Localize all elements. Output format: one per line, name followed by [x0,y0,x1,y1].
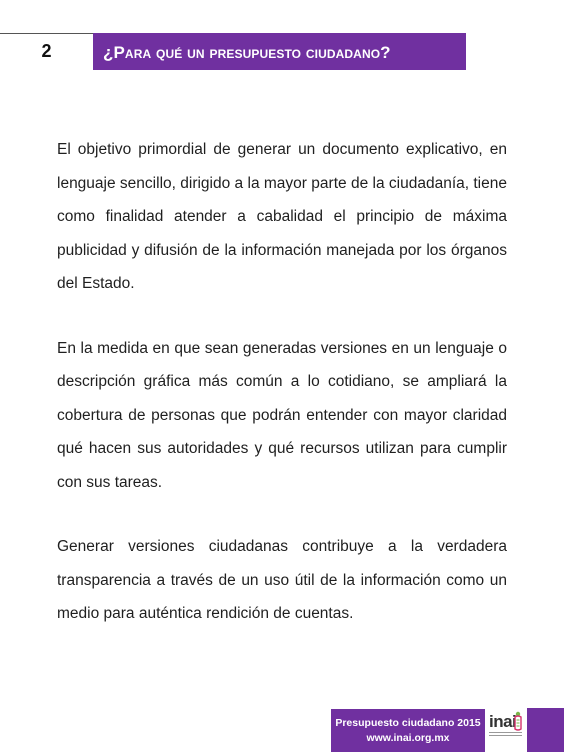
paragraph-3: Generar versiones ciudadanas contribuye a la verdadera transparencia a través de un uso útil de la información como un medio para auténtica rendición de cuentas. [57,538,507,622]
footer-website[interactable]: www.inai.org.mx [366,731,450,744]
body-text [57,133,507,662]
inai-logo-text: inai [489,712,517,731]
logo-caption-lines [489,732,522,738]
paragraph-2: En la medida en que sean generadas versiones en un lenguaje o descripción gráfica más común a lo cotidiano, se ampliará la cobertura de personas que podrán entender con mayor claridad qué hacen sus autoridades y qué recursos utilizan para cumplir con sus tareas. [57,339,507,491]
footer-corner-block [527,708,564,752]
footer-box [331,709,485,752]
footer-doc-title: Presupuesto ciudadano 2015 [335,716,481,729]
section-title: ¿Para qué un presupuesto ciudadano? [103,42,391,62]
inai-logo-icon [513,711,523,731]
paragraph-1: El objetivo primordial de generar un documento explicativo, en lenguaje sencillo, dirigido a la mayor parte de la ciudadanía, tiene como finalidad atender a cabalidad el principio de máxima publicidad y difusión de la información manejada por los órganos del Estado. [57,141,507,292]
section-header [93,33,466,70]
page-number: 2 [41,40,52,61]
